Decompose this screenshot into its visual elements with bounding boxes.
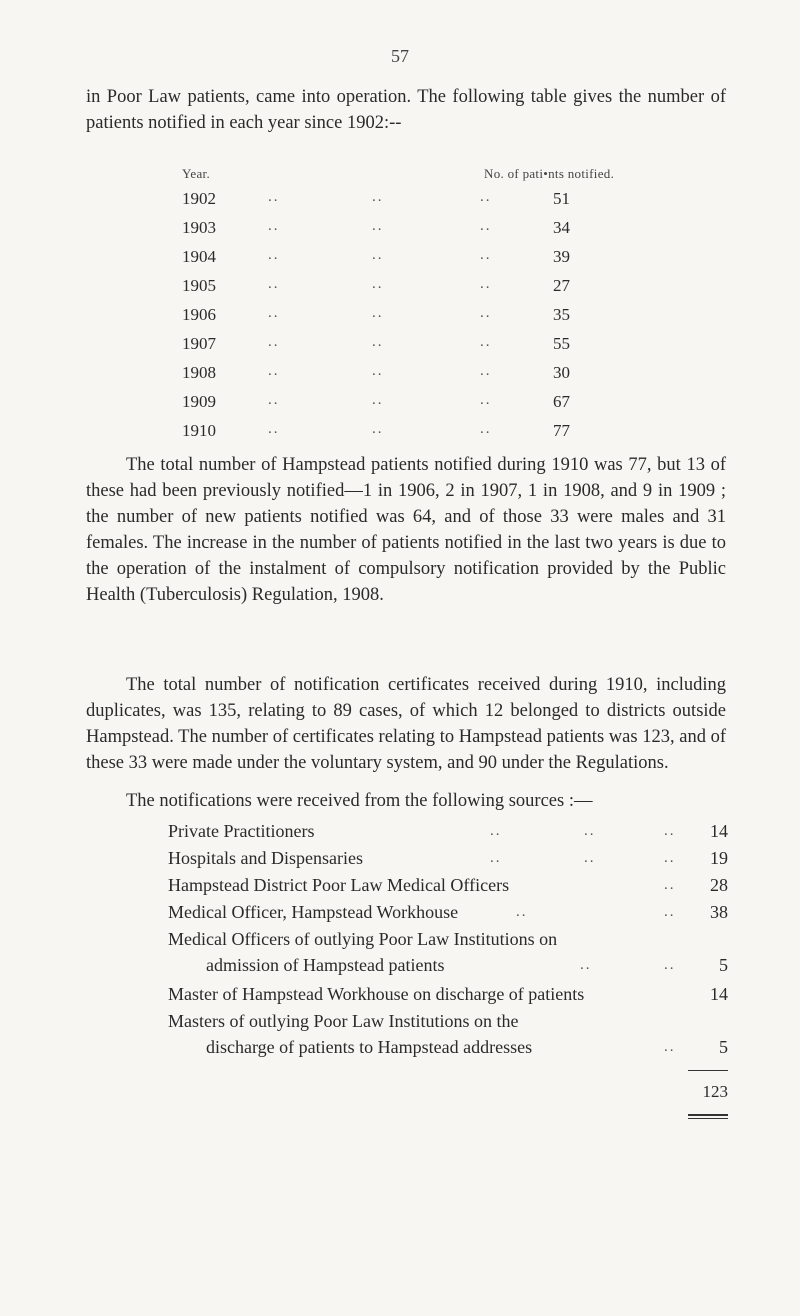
table-row: 1908 .. .. .. 30 — [182, 363, 570, 382]
source-label-continued: admission of Hampstead patients — [206, 955, 445, 975]
year-cell: 1906 — [182, 305, 216, 324]
source-count: 19 — [710, 848, 728, 868]
sources-total: 123 — [702, 1082, 728, 1101]
table-row: 1909 .. .. .. 67 — [182, 392, 570, 411]
source-count: 28 — [710, 875, 728, 895]
year-cell: 1908 — [182, 363, 216, 382]
source-label: Masters of outlying Poor Law Institutions on the — [168, 1011, 519, 1031]
count-cell: 77 — [553, 421, 570, 440]
count-column-header: No. of pati•nts notified. — [484, 166, 615, 181]
count-cell: 27 — [553, 276, 570, 295]
table-row: 1907 .. .. .. 55 — [182, 334, 570, 353]
page-number: 57 — [391, 46, 409, 66]
source-row: Masters of outlying Poor Law Institutions on the discharge of patients to Hampstead addresses .. 5 — [168, 1008, 728, 1060]
table-row: 1910 .. .. .. 77 — [182, 421, 570, 440]
source-label: Medical Officer, Hampstead Workhouse — [168, 902, 459, 922]
year-cell: 1902 — [182, 189, 216, 208]
source-count: 5 — [719, 1037, 728, 1057]
source-label: Master of Hampstead Workhouse on discharge of patients — [168, 984, 585, 1004]
count-cell: 67 — [553, 392, 570, 411]
year-cell: 1909 — [182, 392, 216, 411]
source-label: Medical Officers of outlying Poor Law Institutions on — [168, 929, 558, 949]
year-column-header: Year. — [182, 166, 210, 181]
source-count: 14 — [710, 821, 728, 841]
double-rule — [688, 1114, 728, 1119]
paragraph-new-patients: The total number of Hampstead patients notified during 1910 was 77, but 13 of these had been previously notified—1 in 1906, 2 in 1907, 1 in 1908, and 9 in 1909 ; the number of new patients notified was 64, and of those 33 were males and 31 females. The increase in the number of patients notified in the last two years is due to the operation of the instalment of compulsory notification provided by the Public Health (Tuberculosis) Regulation, 1908. — [86, 455, 726, 605]
source-label: Hampstead District Poor Law Medical Officers — [168, 875, 510, 895]
intro-paragraph: in Poor Law patients, came into operation. The following table gives the number of patients notified in each year since 1902:-- — [86, 87, 726, 133]
count-cell: 55 — [553, 334, 570, 353]
sources-intro: The notifications were received from the following sources :— — [126, 791, 593, 811]
source-count: 5 — [719, 955, 728, 975]
source-label: Hospitals and Dispensaries — [168, 848, 363, 868]
count-cell: 39 — [553, 247, 570, 266]
total-rule — [688, 1070, 728, 1071]
count-cell: 51 — [553, 189, 570, 208]
source-row: Medical Officers of outlying Poor Law Institutions on admission of Hampstead patients .. .. 5 — [168, 926, 728, 978]
count-cell: 35 — [553, 305, 570, 324]
source-count: 14 — [710, 984, 728, 1004]
count-cell: 30 — [553, 363, 570, 382]
paragraph-certificates: The total number of notification certificates received during 1910, including duplicates, was 135, relating to 89 cases, of which 12 belonged to districts outside Hampstead. The number of certificates relating to Hampstead patients was 123, and of these 33 were made under the voluntary system, and 90 under the Regulations. — [86, 675, 726, 773]
table-row: 1905 .. .. .. 27 — [182, 276, 570, 295]
table-row: 1906 .. .. .. 35 — [182, 305, 570, 324]
year-cell: 1903 — [182, 218, 216, 237]
count-cell: 34 — [553, 218, 570, 237]
year-cell: 1904 — [182, 247, 216, 266]
source-label-continued: discharge of patients to Hampstead addresses — [206, 1037, 533, 1057]
source-count: 38 — [710, 902, 728, 922]
year-cell: 1910 — [182, 421, 216, 440]
table-row: 1903 .. .. .. 34 — [182, 218, 570, 237]
year-cell: 1907 — [182, 334, 216, 353]
table-row: 1902 .. .. .. 51 — [182, 189, 570, 208]
table-row: 1904 .. .. .. 39 — [182, 247, 570, 266]
source-label: Private Practitioners — [168, 821, 315, 841]
year-cell: 1905 — [182, 276, 216, 295]
